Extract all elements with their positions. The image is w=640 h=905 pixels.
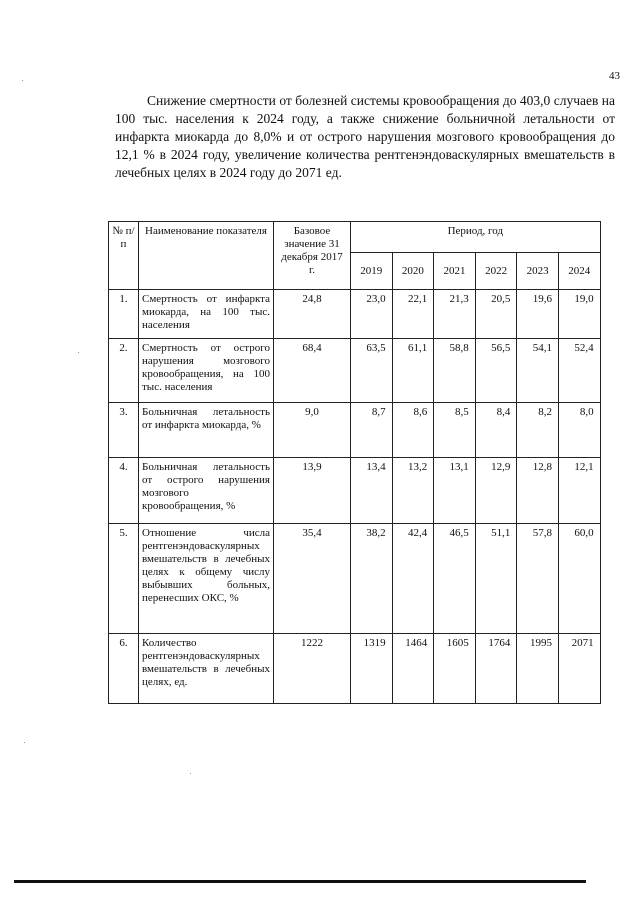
indicator-name: Смертность от инфаркта миокарда, на 100 тыс. населения xyxy=(139,290,274,339)
year-value: 1605 xyxy=(434,634,476,704)
year-value: 22,1 xyxy=(392,290,434,339)
indicators-table xyxy=(108,221,601,704)
table-row xyxy=(109,339,601,403)
table-row xyxy=(109,290,601,339)
year-value: 8,5 xyxy=(434,403,476,458)
header-year: 2020 xyxy=(392,253,434,290)
header-base: Базовое значение 31 декабря 2017 г. xyxy=(274,222,351,290)
row-number: 5. xyxy=(109,524,139,634)
year-value: 46,5 xyxy=(434,524,476,634)
year-value: 19,6 xyxy=(517,290,559,339)
year-value: 1319 xyxy=(351,634,393,704)
year-value: 2071 xyxy=(558,634,600,704)
year-value: 8,4 xyxy=(475,403,517,458)
year-value: 12,8 xyxy=(517,458,559,524)
year-value: 38,2 xyxy=(351,524,393,634)
year-value: 58,8 xyxy=(434,339,476,403)
year-value: 13,2 xyxy=(392,458,434,524)
year-value: 21,3 xyxy=(434,290,476,339)
year-value: 63,5 xyxy=(351,339,393,403)
base-value: 9,0 xyxy=(274,403,351,458)
year-value: 56,5 xyxy=(475,339,517,403)
base-value: 13,9 xyxy=(274,458,351,524)
table-row xyxy=(109,403,601,458)
year-value: 23,0 xyxy=(351,290,393,339)
header-year: 2019 xyxy=(351,253,393,290)
header-num: № п/п xyxy=(109,222,139,290)
intro-paragraph: Снижение смертности от болезней системы кровообращения до 403,0 случаев на 100 тыс. населения к 2024 году, а также снижение больничной летальности от инфаркта миокарда до 8,0% и от острого нарушения мозгового кровообращения до 12,1 % в 2024 году, увеличение количества рентгенэндоваскулярных вмешательств в лечебных целях в 2024 году до 2071 ед. xyxy=(115,93,615,180)
base-value: 35,4 xyxy=(274,524,351,634)
scan-speck xyxy=(190,773,191,774)
indicator-name: Отношение числа рентгенэндоваскулярных вмешательств в лечебных целях к общему числу выбывших больных, перенесших ОКС, % xyxy=(139,524,274,634)
header-period: Период, год xyxy=(351,222,601,253)
table-row xyxy=(109,634,601,704)
table-row xyxy=(109,524,601,634)
scan-speck xyxy=(22,80,23,81)
year-value: 8,0 xyxy=(558,403,600,458)
year-value: 61,1 xyxy=(392,339,434,403)
indicator-name: Больничная летальность от острого нарушения мозгового кровообращения, % xyxy=(139,458,274,524)
year-value: 52,4 xyxy=(558,339,600,403)
year-value: 13,4 xyxy=(351,458,393,524)
base-value: 1222 xyxy=(274,634,351,704)
scan-speck xyxy=(78,352,79,353)
year-value: 1464 xyxy=(392,634,434,704)
year-value: 20,5 xyxy=(475,290,517,339)
row-number: 4. xyxy=(109,458,139,524)
table-header-row xyxy=(109,222,601,253)
year-value: 13,1 xyxy=(434,458,476,524)
table-row xyxy=(109,458,601,524)
header-name: Наименование показателя xyxy=(139,222,274,290)
indicator-name: Количество рентгенэндоваскулярных вмешательств в лечебных целях, ед. xyxy=(139,634,274,704)
row-number: 1. xyxy=(109,290,139,339)
year-value: 57,8 xyxy=(517,524,559,634)
year-value: 42,4 xyxy=(392,524,434,634)
bottom-scan-border xyxy=(14,880,586,883)
year-value: 51,1 xyxy=(475,524,517,634)
scan-speck xyxy=(24,742,25,743)
year-value: 8,6 xyxy=(392,403,434,458)
year-value: 8,7 xyxy=(351,403,393,458)
page-number: 43 xyxy=(609,70,620,82)
row-number: 3. xyxy=(109,403,139,458)
header-year: 2023 xyxy=(517,253,559,290)
base-value: 68,4 xyxy=(274,339,351,403)
year-value: 19,0 xyxy=(558,290,600,339)
header-year: 2024 xyxy=(558,253,600,290)
indicator-name: Смертность от острого нарушения мозгового кровообращения, на 100 тыс. населения xyxy=(139,339,274,403)
row-number: 6. xyxy=(109,634,139,704)
row-number: 2. xyxy=(109,339,139,403)
year-value: 1764 xyxy=(475,634,517,704)
year-value: 8,2 xyxy=(517,403,559,458)
header-year: 2022 xyxy=(475,253,517,290)
year-value: 12,9 xyxy=(475,458,517,524)
base-value: 24,8 xyxy=(274,290,351,339)
year-value: 1995 xyxy=(517,634,559,704)
year-value: 12,1 xyxy=(558,458,600,524)
year-value: 54,1 xyxy=(517,339,559,403)
header-year: 2021 xyxy=(434,253,476,290)
indicator-name: Больничная летальность от инфаркта миокарда, % xyxy=(139,403,274,458)
year-value: 60,0 xyxy=(558,524,600,634)
